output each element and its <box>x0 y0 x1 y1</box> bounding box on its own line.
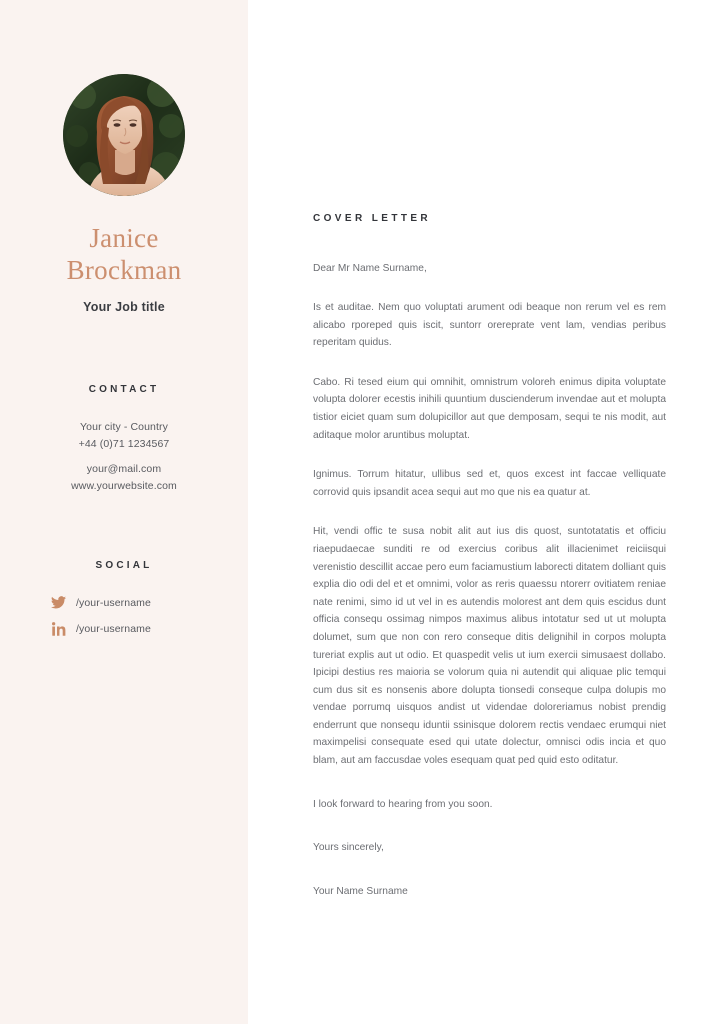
social-list <box>18 595 230 636</box>
social-item-twitter[interactable] <box>50 595 230 610</box>
letter-paragraph-4: Hit, vendi offic te susa nobit alit aut ius dis quost, suntotatatis et officiu riaepudaecae sunditi re od exercius coribus alit illacienimet reiciisqui verenistio descillit accae pero eum faciamustium laborecti ditatem dolliant quis explia dio odi del et et omnimi, volor as reris quaessu ntorerr ovitiatem reniae nate renimi, simo id ut vel in es autendis molorest ant dem quis escidus dunt officia consequ ossimag nimpos maximus alibus intotatur sed ut ut molupta dolumet, sum que non con rero conseque ditis delignihil in corpos molupta tureriat explis aut ut odio. Et quaspedit velis ut ium exercii simusaest dollabo. Ipicipi destius res maioria se volorum quia ni autendit qui aliquae plic temqui cum dus sit es nonsenis abore dolupta tionsedi conseque culpa dolupis mo vendae porrumq uisquos andist ut videndae doloreriamus nobist prendig enderrunt que nonsequ iduntii ssinisque dolorem rectis vendaec erumqui niet maximpelisi consequate esed qui utate dolectur, omnisci odis incia et quo blam, aut am faccusdae voles esequam quat ped quid esto oditatur. <box>313 526 666 767</box>
contact-phone: +44 (0)71 1234567 <box>78 437 170 450</box>
job-title: Your Job title <box>83 300 165 314</box>
avatar-container <box>18 74 230 196</box>
contact-email[interactable]: your@mail.com <box>86 463 162 475</box>
profile-name <box>18 222 230 286</box>
letter-paragraph-3: Ignimus. Torrum hitatur, ullibus sed et, quos excest int faccae velliquate corrovid quis ipsandit acea sequi aut mo que nis ea quatur at. <box>313 469 666 498</box>
letter-closing-line: I look forward to hearing from you soon. <box>313 798 493 810</box>
letter-signoff: Yours sincerely, <box>313 842 384 854</box>
letter-body <box>248 0 724 1024</box>
letter-paragraph-2: Cabo. Ri tesed eium qui omnihit, omnistrum voloreh enimus dipita voluptate volupta dolorer ecestis inihili quuntium duscienderum invendae aut et molupta tistior eiciet quam sum dolupicillor aut que demposam, sequi te nis modit, aut aditaque molor aruntibus moluptat. <box>313 376 666 441</box>
letter-salutation: Dear Mr Name Surname, <box>313 263 427 274</box>
social-section-heading: SOCIAL <box>95 560 153 571</box>
linkedin-in-glyph <box>52 622 66 636</box>
contact-spacer <box>18 452 230 461</box>
social-handle-linkedin: /your-username <box>76 622 151 635</box>
profile-photo <box>63 74 185 196</box>
letter-heading: COVER LETTER <box>313 213 432 224</box>
twitter-icon <box>50 595 67 610</box>
contact-section-heading: CONTACT <box>88 384 160 395</box>
contact-website[interactable]: www.yourwebsite.com <box>71 479 177 492</box>
social-item-linkedin[interactable] <box>50 621 230 636</box>
letter-signature-name: Your Name Surname <box>313 885 408 897</box>
letter-paragraph-1: Is et auditae. Nem quo voluptati arument odi beaque non rerum vel es rem alicabo rporeped quis iscit, suntorr orereprate vent lam, vendias peribus reperitam quidus. <box>313 302 666 349</box>
last-name: Brockman <box>66 255 182 285</box>
contact-location: Your city - Country <box>80 421 168 433</box>
profile-photo-illustration <box>63 74 185 196</box>
twitter-bird-glyph <box>51 596 66 609</box>
linkedin-icon <box>50 621 67 636</box>
contact-list <box>18 419 230 494</box>
sidebar <box>0 0 248 1024</box>
social-handle-twitter: /your-username <box>76 596 151 609</box>
first-name: Janice <box>89 223 159 253</box>
